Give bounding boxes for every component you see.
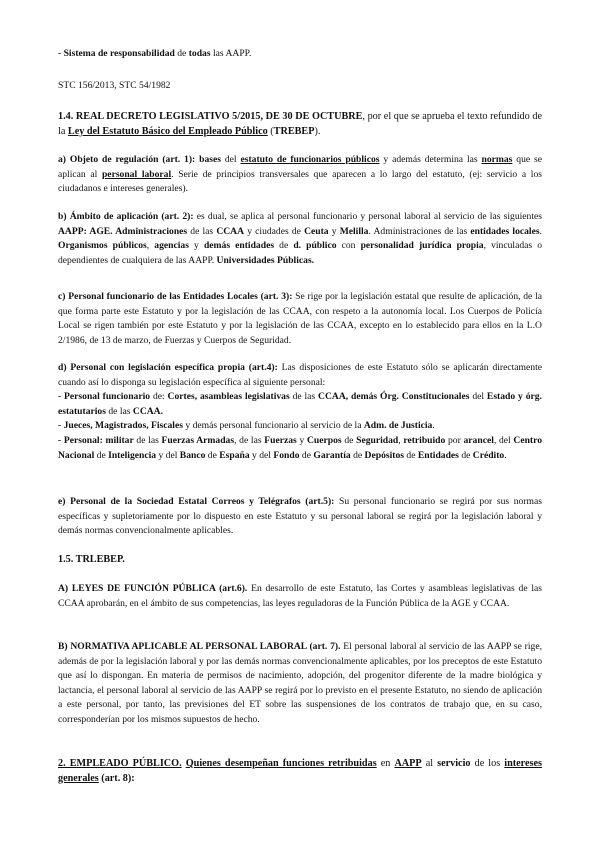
underlined-bold-text: estatuto de funcionarios públicos bbox=[240, 154, 380, 165]
bold-text: d) Personal con legislación específica propia (art.4): bbox=[58, 362, 278, 373]
bold-text: Fondo bbox=[273, 449, 300, 461]
bold-text: bases bbox=[199, 154, 221, 165]
bold-text: España bbox=[219, 449, 250, 461]
bold-text: - Jueces, Magistrados, Fiscales bbox=[58, 420, 183, 432]
text: de bbox=[205, 449, 220, 461]
text: de las bbox=[133, 434, 162, 446]
text: y bbox=[328, 225, 340, 237]
text: , bbox=[146, 240, 155, 252]
bold-text: a) Objeto de regulación (art. 1): bbox=[58, 154, 196, 165]
text: , de las bbox=[234, 434, 265, 446]
paragraph-c-entidades-locales bbox=[58, 290, 542, 348]
bold-text: agencias bbox=[154, 240, 189, 252]
text: . bbox=[504, 449, 507, 461]
bold-text: personalidad jurídica propia bbox=[360, 240, 484, 252]
bold-text: arancel bbox=[463, 434, 494, 446]
text: Las disposiciones de este Estatuto sólo se aplicarán directamente cuando así lo disponga su legislación específica al siguiente personal: bbox=[58, 362, 542, 388]
underlined-bold-text: intereses generales bbox=[58, 758, 542, 784]
text: por bbox=[445, 434, 464, 446]
stc-citation bbox=[58, 79, 542, 94]
paragraph-d-legislacion-especifica bbox=[58, 361, 542, 463]
bold-text: Melilla bbox=[339, 225, 369, 237]
bold-text: (art. 8): bbox=[101, 772, 135, 784]
bold-text: demás entidades bbox=[203, 240, 275, 252]
bold-text: - Personal funcionario bbox=[58, 391, 151, 403]
text: de bbox=[458, 449, 473, 461]
bold-text: TREBEP bbox=[273, 125, 315, 137]
text: , bbox=[398, 434, 404, 446]
bold-text: Universidades Públicas. bbox=[216, 254, 315, 266]
section-2-heading bbox=[58, 757, 542, 786]
section-1-5-heading bbox=[58, 553, 542, 568]
text: . bbox=[539, 225, 542, 237]
text: en bbox=[376, 758, 395, 769]
text: con bbox=[336, 240, 361, 252]
text: y bbox=[188, 240, 204, 252]
underlined-bold-text: 2. EMPLEADO PÚBLICO. bbox=[58, 758, 182, 769]
text: de los bbox=[470, 758, 505, 769]
text: las AAPP. bbox=[210, 48, 252, 59]
bold-text: Cortes, asambleas legislativas bbox=[167, 391, 290, 403]
text: de bbox=[274, 240, 294, 252]
paragraph-leyes-funcion-publica bbox=[58, 582, 542, 611]
text: , vinculadas o dependientes de cualquiera de las AAPP. bbox=[58, 240, 543, 266]
underlined-bold-text: normas bbox=[481, 154, 513, 165]
bold-text: retribuido bbox=[403, 434, 446, 446]
text: de bbox=[350, 449, 365, 461]
bold-text: c) Personal funcionario de las Entidades Locales (art. 3): bbox=[58, 291, 293, 302]
bold-text: Estado y órg. estatutarios bbox=[58, 391, 542, 417]
bold-text: Cuerpos bbox=[307, 434, 342, 446]
bold-text: 1.5. TRLEBEP. bbox=[58, 554, 125, 565]
text: ( bbox=[267, 125, 274, 137]
text: de las bbox=[289, 391, 319, 403]
paragraph-a-objeto bbox=[58, 153, 542, 197]
bold-text: Centro Nacional bbox=[58, 434, 543, 461]
bold-text: Entidades bbox=[417, 449, 459, 461]
bold-text: A) LEYES DE FUNCIÓN PÚBLICA (art.6). bbox=[58, 583, 248, 594]
text: ). bbox=[314, 125, 321, 137]
section-1-4-heading bbox=[58, 110, 542, 139]
bold-text: servicio bbox=[437, 758, 471, 769]
bold-text: d. público bbox=[293, 240, 337, 252]
text: que se aplican al bbox=[58, 154, 543, 180]
bold-text: - Sistema de responsabilidad bbox=[58, 48, 175, 59]
text: de bbox=[404, 449, 418, 461]
text: de: bbox=[150, 391, 168, 403]
bold-text: CCAA, demás Órg. Constitucionales bbox=[318, 391, 470, 403]
bold-text: Depósitos bbox=[364, 449, 404, 461]
text: y además determina las bbox=[379, 154, 482, 165]
bold-text: CCAA. bbox=[132, 405, 164, 417]
bold-text: B) NORMATIVA APLICABLE AL PERSONAL LABORAL (art. 7). bbox=[58, 641, 341, 652]
text: y del bbox=[249, 449, 274, 461]
paragraph-b-ambito bbox=[58, 210, 542, 268]
text: del bbox=[469, 391, 487, 403]
bold-text: entidades locales bbox=[470, 225, 540, 237]
text: al bbox=[421, 758, 438, 769]
bold-text: Ceuta bbox=[304, 225, 329, 237]
text: Su personal funcionario se regirá por sus normas específicas y supletoriamente por lo dispuesto en este Estatuto y su personal laboral se regirá por la legislación laboral y demás normas convencionalmente aplicables. bbox=[58, 496, 542, 537]
bold-text: 1.4. REAL DECRETO LEGISLATIVO 5/2015, DE 30 DE OCTUBRE bbox=[58, 111, 363, 122]
text: y del bbox=[156, 449, 180, 461]
bold-text: Organismos públicos bbox=[58, 240, 147, 252]
text: de las bbox=[105, 405, 133, 417]
text: de bbox=[299, 449, 314, 461]
paragraph-e-correos bbox=[58, 495, 542, 539]
bold-text: Fuerzas Armadas bbox=[161, 434, 235, 446]
text: , del bbox=[493, 434, 514, 446]
bold-text: Inteligencia bbox=[108, 449, 157, 461]
text: de bbox=[341, 434, 357, 446]
text: . Administraciones de las bbox=[368, 225, 471, 237]
text: es dual, se aplica al personal funcionario y personal laboral al servicio de las siguientes bbox=[193, 211, 542, 222]
underlined-bold-text: Quienes desempeñan funciones retribuidas bbox=[185, 758, 377, 769]
text: En desarrollo de este Estatuto, las Cortes y asambleas legislativas de las CCAA aprobarán, en el ámbito de sus competencias, las leyes reguladoras de la Función Pública de la AGE y CCAA. bbox=[58, 583, 542, 609]
underlined-bold-text: Ley del Estatuto Básico del Empleado Público bbox=[67, 125, 268, 137]
bold-text: CCAA bbox=[216, 225, 245, 237]
bold-text: - Personal: militar bbox=[58, 434, 134, 446]
text: El personal laboral al servicio de las AAPP se rige, además de por la legislación laboral y por las demás normas convencionalmente aplicables, por los preceptos de este Estatuto que así lo dispongan. En materia de permisos de nacimiento, adopción, del progenitor diferente de la madre biológica y lactancia, el personal laboral al servicio de las AAPP se regirá por lo previsto en el presente Estatuto, no siendo de aplicación a este personal, por tanto, las previsiones del ET sobre las suspensiones de los contratos de trabajo que, en su caso, corresponderían por los mismos supuestos de hecho. bbox=[58, 641, 542, 725]
bold-text: Fuerzas bbox=[264, 434, 297, 446]
underlined-bold-text: AAPP bbox=[394, 758, 422, 769]
underlined-bold-text: personal laboral bbox=[101, 168, 172, 180]
paragraph-normativa-laboral bbox=[58, 640, 542, 728]
text: , por el que se aprueba el texto refundido de la bbox=[58, 111, 542, 137]
text: y ciudades de bbox=[244, 225, 305, 237]
bold-text: Seguridad bbox=[356, 434, 399, 446]
text: y demás personal funcionario al servicio de la bbox=[182, 420, 364, 432]
bold-text: Crédito bbox=[472, 449, 505, 461]
text: STC 156/2013, STC 54/1982 bbox=[58, 80, 171, 91]
text: y bbox=[296, 434, 307, 446]
bold-text: Garantía bbox=[313, 449, 351, 461]
responsibility-line bbox=[58, 47, 542, 62]
bold-text: AAPP: AGE. Administraciones bbox=[58, 225, 188, 237]
bold-text: Banco bbox=[179, 449, 206, 461]
text: de las bbox=[187, 225, 217, 237]
bold-text: Adm. de Justicia bbox=[363, 420, 433, 432]
text: del bbox=[221, 154, 241, 165]
text: de bbox=[94, 449, 109, 461]
text: Se rige por la legislación estatal que resulte de aplicación, de la que forma parte este Estatuto y por la legislación de las CCAA, con respeto a la autonomía local. Los Cuerpos de Policía Local se rigen también por este Estatuto y por la legislación de las CCAA, excepto en lo establecido para ellos en la L.O 2/1986, de 13 de marzo, de Fuerzas y Cuerpos de Seguridad. bbox=[58, 291, 542, 346]
bold-text: todas bbox=[188, 48, 211, 59]
bold-text: e) Personal de la Sociedad Estatal Correos y Telégrafos (art.5): bbox=[58, 496, 335, 507]
text: . bbox=[432, 420, 435, 432]
bold-text: b) Ámbito de aplicación (art. 2): bbox=[58, 211, 194, 222]
text: de bbox=[174, 48, 189, 59]
text: . Serie de principios transversales que aparecen a lo largo del estatuto, (ej: servicio a los ciudadanos e intereses generales). bbox=[58, 168, 542, 195]
